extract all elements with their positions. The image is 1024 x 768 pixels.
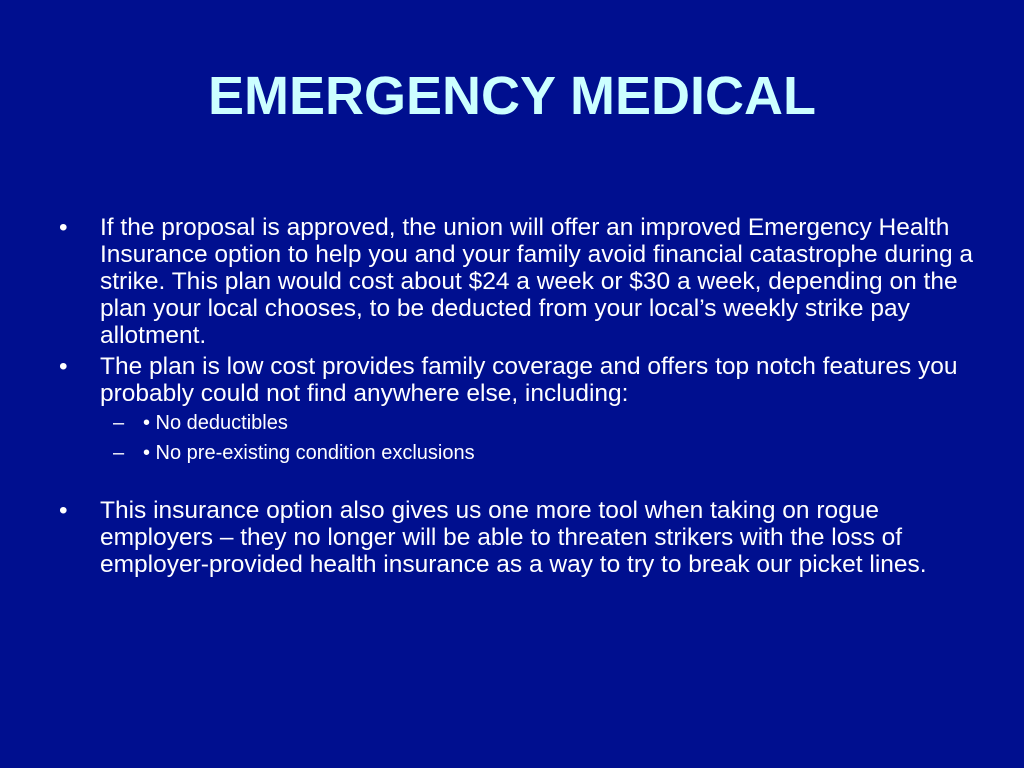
sub-bullet-text: • No deductibles bbox=[143, 412, 288, 434]
slide-title: EMERGENCY MEDICAL bbox=[207, 66, 817, 126]
bullet-item bbox=[57, 497, 977, 578]
bullet-item bbox=[57, 214, 977, 349]
sub-bullet-marker: – bbox=[113, 442, 125, 464]
sub-bullet-text: • No pre-existing condition exclusions bbox=[143, 442, 475, 464]
bullet-marker: • bbox=[59, 353, 68, 380]
bullet-text: The plan is low cost provides family coverage and offers top notch features you probably could not find anywhere else, including: bbox=[100, 353, 958, 407]
bullet-text: If the proposal is approved, the union will offer an improved Emergency Health Insurance option to help you and your family avoid financial catastrophe during a strike. This plan would cost about $24 a week or $30 a week, depending on the plan your local chooses, to be deducted from your local’s weekly strike pay allotment. bbox=[100, 214, 974, 349]
bullet-marker: • bbox=[59, 214, 68, 241]
sub-bullet-marker: – bbox=[113, 412, 125, 434]
sub-bullet-item bbox=[57, 441, 977, 465]
sub-bullet-item bbox=[57, 411, 977, 435]
bullet-marker: • bbox=[59, 497, 68, 524]
spacer bbox=[57, 471, 977, 497]
bullet-text: This insurance option also gives us one more tool when taking on rogue employers – they no longer will be able to threaten strikers with the loss of employer-provided health insurance as a way to try to break our picket lines. bbox=[100, 497, 927, 578]
bullet-item bbox=[57, 353, 977, 407]
bullet-list bbox=[57, 214, 977, 582]
